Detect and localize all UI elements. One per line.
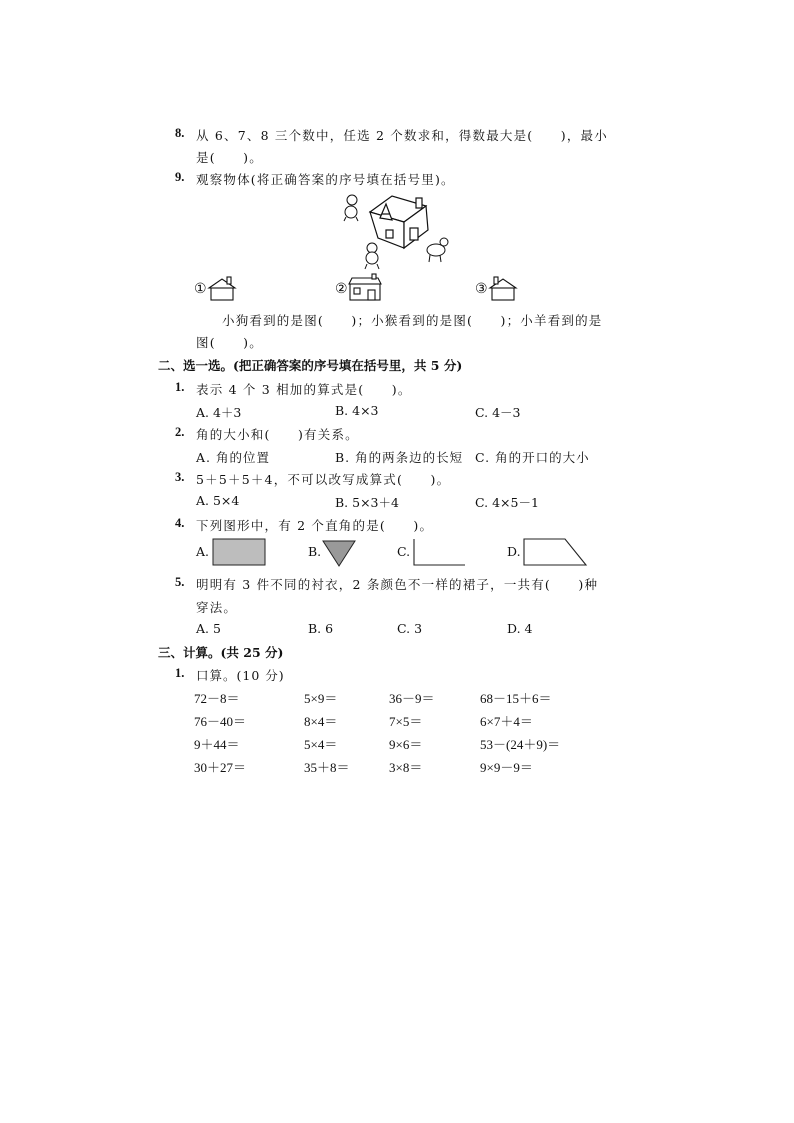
monkey-icon: [365, 243, 379, 269]
q8-line2: 是( )。: [196, 150, 263, 165]
q8-number: 8.: [175, 126, 185, 140]
view-option-2-house: [348, 274, 382, 302]
p2-q4-stem: 下列图形中，有 2 个直角的是( )。: [196, 518, 434, 533]
calc-item: 53－(24＋9)＝: [480, 737, 561, 752]
calc-item: 72－8＝: [194, 691, 240, 706]
p2-q5-option-a: A. 5: [196, 621, 221, 636]
p2-q3-number: 3.: [175, 470, 185, 484]
calc-item: 9×6＝: [389, 737, 423, 752]
p2-q5-option-d: D. 4: [507, 621, 533, 636]
view-label-3: ③: [475, 281, 488, 297]
calc-item: 9＋44＝: [194, 737, 240, 752]
view-label-1: ①: [194, 281, 207, 297]
q8-line1: 从 6、7、8 三个数中，任选 2 个数求和，得数最大是( )，最小: [196, 128, 608, 143]
p2-q5-option-b: B. 6: [308, 621, 334, 636]
p3-q1-number: 1.: [175, 666, 185, 680]
view-label-2: ②: [335, 281, 348, 297]
p2-q5-number: 5.: [175, 575, 185, 589]
p2-q1-option-b: B. 4×3: [335, 403, 379, 418]
p2-q5-line1: 明明有 3 件不同的衬衣，2 条颜色不一样的裙子，一共有( )种: [196, 577, 599, 592]
calc-item: 35＋8＝: [304, 760, 350, 775]
dog-icon: [344, 195, 358, 221]
view-option-1-house: [207, 276, 237, 302]
rectangle-shape: [212, 538, 268, 568]
p3-q1-stem: 口算。(10 分): [196, 668, 285, 683]
right-trapezoid-shape: [521, 538, 589, 568]
calc-item: 5×4＝: [304, 737, 338, 752]
calc-item: 30＋27＝: [194, 760, 247, 775]
part3-heading: 三、计算。(共 25 分): [158, 645, 284, 660]
q9-number: 9.: [175, 170, 185, 184]
p2-q1-option-c: C. 4－3: [475, 405, 521, 420]
sheep-icon: [427, 238, 448, 262]
p2-q4-option-a-label: A.: [196, 544, 210, 559]
house-scene-illustration: [336, 190, 451, 270]
calc-item: 5×9＝: [304, 691, 338, 706]
p2-q2-option-b: B. 角的两条边的长短: [335, 450, 464, 465]
p2-q3-option-b: B. 5×3＋4: [335, 495, 399, 510]
q9-answer-line1: 小狗看到的是图( )；小猴看到的是图( )；小羊看到的是: [222, 313, 603, 328]
p2-q4-option-d-label: D.: [507, 544, 521, 559]
q9-stem: 观察物体(将正确答案的序号填在括号里)。: [196, 172, 455, 187]
p2-q2-option-a: A. 角的位置: [196, 450, 270, 465]
p2-q4-number: 4.: [175, 516, 185, 530]
p2-q2-stem: 角的大小和( )有关系。: [196, 427, 359, 442]
calc-item: 36－9＝: [389, 691, 435, 706]
p2-q4-option-c-label: C.: [397, 544, 411, 559]
right-angle-lines-shape: [411, 538, 467, 568]
calc-item: 76－40＝: [194, 714, 247, 729]
calc-item: 8×4＝: [304, 714, 338, 729]
p2-q3-option-a: A. 5×4: [196, 493, 240, 508]
q9-answer-line2: 图( )。: [196, 335, 263, 350]
p2-q1-option-a: A. 4＋3: [196, 405, 242, 420]
calc-item: 3×8＝: [389, 760, 423, 775]
p2-q1-stem: 表示 4 个 3 相加的算式是( )。: [196, 382, 412, 397]
view-option-3-house: [488, 276, 518, 302]
calc-item: 68－15＋6＝: [480, 691, 552, 706]
calc-item: 7×5＝: [389, 714, 423, 729]
p2-q2-option-c: C. 角的开口的大小: [475, 450, 590, 465]
p2-q5-line2: 穿法。: [196, 600, 238, 615]
p2-q3-option-c: C. 4×5－1: [475, 495, 539, 510]
calc-item: 6×7＋4＝: [480, 714, 533, 729]
p2-q4-option-b-label: B.: [308, 544, 322, 559]
p2-q2-number: 2.: [175, 425, 185, 439]
calc-item: 9×9－9＝: [480, 760, 533, 775]
p2-q3-stem: 5＋5＋5＋4，不可以改写成算式( )。: [196, 472, 451, 487]
part2-heading: 二、选一选。(把正确答案的序号填在括号里，共 5 分): [158, 358, 463, 373]
p2-q5-option-c: C. 3: [397, 621, 423, 636]
triangle-shape: [322, 540, 358, 570]
p2-q1-number: 1.: [175, 380, 185, 394]
